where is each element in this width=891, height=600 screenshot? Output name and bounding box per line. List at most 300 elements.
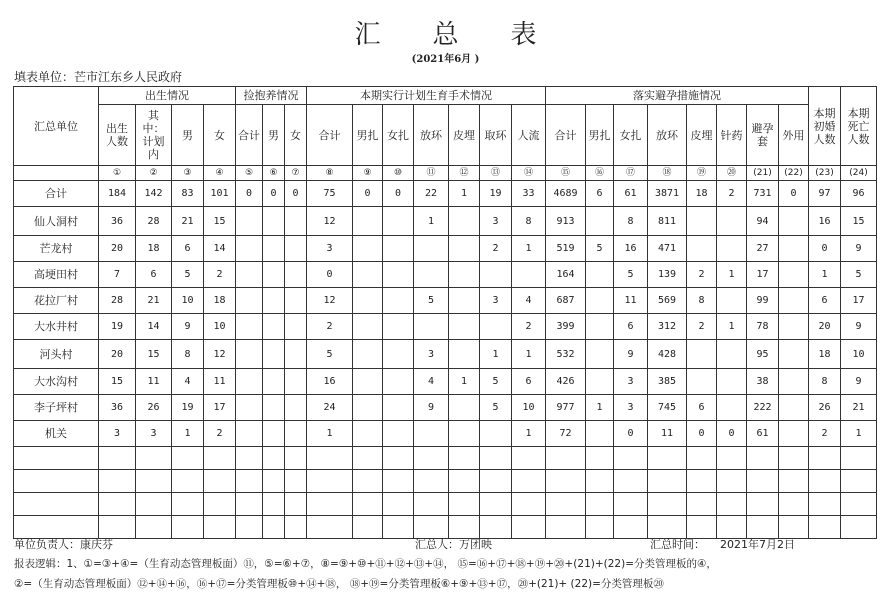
column-index: ⑥ xyxy=(263,166,285,181)
row-unit-name: 李子坪村 xyxy=(14,395,99,421)
table-cell xyxy=(285,340,307,369)
table-cell: 745 xyxy=(648,395,687,421)
table-cell: 18 xyxy=(687,181,717,207)
column-header-row xyxy=(14,105,877,166)
table-cell: 5 xyxy=(614,262,648,288)
table-cell: 75 xyxy=(307,181,353,207)
row-unit-name: 合计 xyxy=(14,181,99,207)
table-cell: 18 xyxy=(809,340,841,369)
table-cell xyxy=(285,421,307,447)
filling-unit: 填表单位：芒市江东乡人民政府 xyxy=(14,70,183,84)
table-cell xyxy=(586,262,614,288)
table-cell: 6 xyxy=(614,314,648,340)
empty-cell xyxy=(204,516,236,539)
empty-cell xyxy=(614,447,648,470)
page-title xyxy=(0,14,891,51)
column-header: 针药 xyxy=(717,105,747,166)
table-cell xyxy=(687,207,717,236)
table-cell xyxy=(236,395,263,421)
table-cell: 1 xyxy=(841,421,877,447)
empty-cell xyxy=(586,493,614,516)
table-cell: 36 xyxy=(99,395,136,421)
empty-cell xyxy=(14,470,99,493)
table-cell: 28 xyxy=(99,288,136,314)
table-cell: 16 xyxy=(809,207,841,236)
empty-cell xyxy=(285,493,307,516)
table-cell xyxy=(449,421,480,447)
column-header: 女扎 xyxy=(614,105,648,166)
empty-cell xyxy=(614,470,648,493)
table-cell xyxy=(236,340,263,369)
table-cell: 14 xyxy=(136,314,172,340)
empty-cell xyxy=(307,493,353,516)
table-cell xyxy=(586,340,614,369)
table-cell: 0 xyxy=(687,421,717,447)
column-index: ⑧ xyxy=(307,166,353,181)
table-cell xyxy=(285,288,307,314)
table-cell xyxy=(414,236,449,262)
table-cell: 22 xyxy=(414,181,449,207)
column-header: 放环 xyxy=(648,105,687,166)
table-cell: 0 xyxy=(285,181,307,207)
table-row xyxy=(14,340,877,369)
column-index: ⑰ xyxy=(614,166,648,181)
empty-cell xyxy=(546,493,586,516)
empty-cell xyxy=(512,493,546,516)
table-cell: 20 xyxy=(809,314,841,340)
table-cell xyxy=(236,262,263,288)
empty-cell xyxy=(353,447,383,470)
empty-cell xyxy=(307,470,353,493)
empty-cell xyxy=(648,470,687,493)
table-cell: 21 xyxy=(841,395,877,421)
table-cell xyxy=(353,207,383,236)
empty-cell xyxy=(717,470,747,493)
empty-cell xyxy=(449,470,480,493)
table-cell: 2 xyxy=(717,181,747,207)
empty-cell xyxy=(779,470,809,493)
table-cell: 1 xyxy=(512,236,546,262)
table-cell: 94 xyxy=(747,207,779,236)
table-cell xyxy=(383,421,414,447)
empty-cell xyxy=(307,447,353,470)
table-cell: 15 xyxy=(99,369,136,395)
empty-cell xyxy=(414,447,449,470)
column-index: ⑱ xyxy=(648,166,687,181)
table-cell: 21 xyxy=(136,288,172,314)
table-cell xyxy=(687,340,717,369)
empty-cell xyxy=(285,516,307,539)
table-cell: 1 xyxy=(449,369,480,395)
table-cell: 61 xyxy=(747,421,779,447)
table-cell: 5 xyxy=(172,262,204,288)
empty-cell xyxy=(14,493,99,516)
table-row xyxy=(14,288,877,314)
table-cell: 222 xyxy=(747,395,779,421)
header-adopt: 捡抱养情况 xyxy=(236,87,307,105)
table-cell: 5 xyxy=(307,340,353,369)
table-cell: 36 xyxy=(99,207,136,236)
table-cell: 101 xyxy=(204,181,236,207)
empty-cell xyxy=(747,493,779,516)
table-cell: 4 xyxy=(414,369,449,395)
column-header: 男扎 xyxy=(586,105,614,166)
table-cell: 0 xyxy=(353,181,383,207)
empty-cell xyxy=(512,470,546,493)
table-cell: 11 xyxy=(614,288,648,314)
column-index: ⑬ xyxy=(480,166,512,181)
empty-cell xyxy=(546,447,586,470)
summarizer: 汇总人：万团映 xyxy=(415,538,492,551)
column-index: ⑫ xyxy=(449,166,480,181)
table-row xyxy=(14,314,877,340)
header-unit: 汇总单位 xyxy=(14,87,99,166)
empty-cell xyxy=(383,493,414,516)
table-cell xyxy=(449,262,480,288)
table-cell: 0 xyxy=(809,236,841,262)
empty-cell xyxy=(236,516,263,539)
table-cell: 0 xyxy=(614,421,648,447)
table-cell xyxy=(449,207,480,236)
column-header: 女扎 xyxy=(383,105,414,166)
empty-cell xyxy=(136,516,172,539)
table-cell xyxy=(236,314,263,340)
table-cell xyxy=(263,207,285,236)
empty-cell xyxy=(383,516,414,539)
table-cell xyxy=(263,314,285,340)
empty-cell xyxy=(586,516,614,539)
table-cell: 428 xyxy=(648,340,687,369)
table-cell xyxy=(717,207,747,236)
table-cell: 0 xyxy=(717,421,747,447)
table-cell: 0 xyxy=(779,181,809,207)
column-index: ⑩ xyxy=(383,166,414,181)
column-header: 合计 xyxy=(236,105,263,166)
table-cell: 1 xyxy=(307,421,353,447)
table-cell: 1 xyxy=(449,181,480,207)
table-cell: 28 xyxy=(136,207,172,236)
table-cell xyxy=(687,236,717,262)
table-cell: 8 xyxy=(172,340,204,369)
table-cell xyxy=(414,262,449,288)
empty-cell xyxy=(841,470,877,493)
table-cell xyxy=(263,262,285,288)
column-index: ⑦ xyxy=(285,166,307,181)
table-cell: 519 xyxy=(546,236,586,262)
table-cell: 19 xyxy=(480,181,512,207)
empty-row xyxy=(14,447,877,470)
table-cell: 142 xyxy=(136,181,172,207)
table-cell: 8 xyxy=(614,207,648,236)
empty-cell xyxy=(172,470,204,493)
table-cell: 1 xyxy=(512,340,546,369)
title-char: 汇 xyxy=(354,20,381,50)
empty-cell xyxy=(779,447,809,470)
table-cell: 15 xyxy=(136,340,172,369)
table-cell: 17 xyxy=(841,288,877,314)
table-cell: 16 xyxy=(307,369,353,395)
table-cell: 1 xyxy=(414,207,449,236)
table-cell: 14 xyxy=(204,236,236,262)
column-index: ⑭ xyxy=(512,166,546,181)
table-cell: 399 xyxy=(546,314,586,340)
table-cell xyxy=(263,288,285,314)
table-cell: 9 xyxy=(614,340,648,369)
row-unit-name: 芒龙村 xyxy=(14,236,99,262)
group-header-row xyxy=(14,87,877,105)
table-cell: 2 xyxy=(687,262,717,288)
table-row xyxy=(14,421,877,447)
title-char: 表 xyxy=(510,20,537,50)
table-cell: 15 xyxy=(841,207,877,236)
table-cell: 977 xyxy=(546,395,586,421)
table-cell: 1 xyxy=(717,314,747,340)
table-cell: 18 xyxy=(136,236,172,262)
table-cell: 1 xyxy=(586,395,614,421)
column-index: ④ xyxy=(204,166,236,181)
table-cell: 2 xyxy=(307,314,353,340)
table-cell: 33 xyxy=(512,181,546,207)
table-cell xyxy=(779,236,809,262)
column-index: (22) xyxy=(779,166,809,181)
table-cell: 4 xyxy=(172,369,204,395)
table-cell: 12 xyxy=(307,207,353,236)
header-death: 本期死亡人数 xyxy=(841,87,877,166)
empty-cell xyxy=(236,493,263,516)
table-row xyxy=(14,181,877,207)
table-cell: 6 xyxy=(809,288,841,314)
empty-cell xyxy=(353,516,383,539)
column-header: 女 xyxy=(204,105,236,166)
empty-cell xyxy=(747,470,779,493)
table-cell xyxy=(236,236,263,262)
column-index: (24) xyxy=(841,166,877,181)
table-cell: 913 xyxy=(546,207,586,236)
table-cell: 96 xyxy=(841,181,877,207)
empty-cell xyxy=(480,493,512,516)
table-cell xyxy=(480,314,512,340)
table-cell xyxy=(586,207,614,236)
table-cell: 9 xyxy=(172,314,204,340)
table-cell xyxy=(263,395,285,421)
empty-cell xyxy=(648,447,687,470)
table-cell: 26 xyxy=(809,395,841,421)
table-cell xyxy=(353,395,383,421)
table-cell: 2 xyxy=(809,421,841,447)
table-cell xyxy=(717,236,747,262)
header-surgery: 本期实行计划生育手术情况 xyxy=(307,87,546,105)
table-cell: 11 xyxy=(136,369,172,395)
empty-cell xyxy=(449,493,480,516)
table-cell xyxy=(285,395,307,421)
column-header: 男 xyxy=(172,105,204,166)
column-index: ⑪ xyxy=(414,166,449,181)
empty-cell xyxy=(136,470,172,493)
table-cell xyxy=(353,340,383,369)
table-cell: 3 xyxy=(614,395,648,421)
empty-cell xyxy=(204,470,236,493)
table-cell: 2 xyxy=(687,314,717,340)
table-cell xyxy=(383,236,414,262)
empty-cell xyxy=(136,493,172,516)
empty-cell xyxy=(648,493,687,516)
table-cell: 6 xyxy=(512,369,546,395)
table-cell: 18 xyxy=(204,288,236,314)
table-cell: 8 xyxy=(809,369,841,395)
table-cell xyxy=(285,314,307,340)
table-cell xyxy=(586,288,614,314)
table-cell xyxy=(285,207,307,236)
table-cell: 20 xyxy=(99,340,136,369)
table-cell: 1 xyxy=(172,421,204,447)
table-cell: 6 xyxy=(136,262,172,288)
table-cell xyxy=(779,262,809,288)
table-cell xyxy=(236,288,263,314)
table-cell: 312 xyxy=(648,314,687,340)
table-cell xyxy=(449,340,480,369)
table-cell: 9 xyxy=(841,314,877,340)
table-cell xyxy=(353,421,383,447)
empty-row xyxy=(14,470,877,493)
table-cell: 1 xyxy=(512,421,546,447)
table-cell: 5 xyxy=(586,236,614,262)
table-cell xyxy=(353,288,383,314)
empty-cell xyxy=(747,447,779,470)
empty-cell xyxy=(512,447,546,470)
report-logic-line-1: 报表逻辑：1、①=③+④=（生育动态管理板面）⑪，⑤=⑥+⑦，⑧=⑨+⑩+⑪+⑫+⑬+⑭， ⑮=⑯+⑰+⑱+⑲+⑳+(21)+(22)=分类管理板的④， xyxy=(14,558,717,570)
table-cell: 471 xyxy=(648,236,687,262)
table-cell xyxy=(449,236,480,262)
table-cell: 24 xyxy=(307,395,353,421)
table-cell: 687 xyxy=(546,288,586,314)
table-cell: 3 xyxy=(99,421,136,447)
table-cell xyxy=(480,421,512,447)
table-cell: 26 xyxy=(136,395,172,421)
table-cell: 426 xyxy=(546,369,586,395)
empty-cell xyxy=(586,470,614,493)
column-header: 皮埋 xyxy=(449,105,480,166)
empty-cell xyxy=(687,493,717,516)
row-unit-name: 仙人洞村 xyxy=(14,207,99,236)
table-cell: 3 xyxy=(307,236,353,262)
column-index: (21) xyxy=(747,166,779,181)
table-cell: 72 xyxy=(546,421,586,447)
index-row xyxy=(14,166,877,181)
column-header: 避孕套 xyxy=(747,105,779,166)
empty-cell xyxy=(809,493,841,516)
table-cell xyxy=(779,314,809,340)
table-cell: 2 xyxy=(204,421,236,447)
table-cell: 731 xyxy=(747,181,779,207)
column-index: ② xyxy=(136,166,172,181)
empty-cell xyxy=(263,493,285,516)
table-cell xyxy=(449,314,480,340)
table-cell xyxy=(353,236,383,262)
report-logic-line-2: ②=（生育动态管理板面）⑫+⑭+⑯，⑯+⑰=分类管理板⑩+⑭+⑱， ⑱+⑲=分类管理板⑥+⑨+⑬+⑰，⑳+(21)+ (22)=分类管理板⑳ xyxy=(14,578,664,590)
table-cell: 12 xyxy=(204,340,236,369)
column-index: ⑳ xyxy=(717,166,747,181)
column-header: 出生人数 xyxy=(99,105,136,166)
column-index: ⑨ xyxy=(353,166,383,181)
table-cell: 15 xyxy=(204,207,236,236)
empty-cell xyxy=(414,493,449,516)
table-cell: 532 xyxy=(546,340,586,369)
empty-cell xyxy=(614,516,648,539)
empty-cell xyxy=(307,516,353,539)
table-cell xyxy=(717,395,747,421)
table-cell: 0 xyxy=(236,181,263,207)
table-cell: 27 xyxy=(747,236,779,262)
empty-cell xyxy=(99,493,136,516)
table-cell: 8 xyxy=(687,288,717,314)
table-cell xyxy=(285,262,307,288)
column-header: 合计 xyxy=(546,105,586,166)
table-cell: 1 xyxy=(809,262,841,288)
column-index: ① xyxy=(99,166,136,181)
table-cell xyxy=(285,236,307,262)
table-cell xyxy=(383,314,414,340)
table-cell: 139 xyxy=(648,262,687,288)
row-unit-name: 大水沟村 xyxy=(14,369,99,395)
empty-cell xyxy=(809,470,841,493)
table-cell: 385 xyxy=(648,369,687,395)
table-cell: 2 xyxy=(204,262,236,288)
table-cell: 3871 xyxy=(648,181,687,207)
empty-cell xyxy=(383,447,414,470)
table-cell: 6 xyxy=(586,181,614,207)
table-cell xyxy=(383,207,414,236)
table-cell: 38 xyxy=(747,369,779,395)
empty-cell xyxy=(687,447,717,470)
table-cell: 99 xyxy=(747,288,779,314)
empty-cell xyxy=(204,447,236,470)
table-cell: 21 xyxy=(172,207,204,236)
empty-cell xyxy=(172,447,204,470)
column-header: 女 xyxy=(285,105,307,166)
table-cell xyxy=(586,369,614,395)
empty-cell xyxy=(263,447,285,470)
table-cell: 97 xyxy=(809,181,841,207)
table-cell xyxy=(383,340,414,369)
table-cell xyxy=(353,314,383,340)
table-cell: 3 xyxy=(414,340,449,369)
table-cell: 3 xyxy=(480,288,512,314)
table-cell: 5 xyxy=(841,262,877,288)
table-cell: 2 xyxy=(512,314,546,340)
table-cell xyxy=(779,288,809,314)
table-cell xyxy=(263,369,285,395)
header-contraception: 落实避孕措施情况 xyxy=(546,87,809,105)
empty-cell xyxy=(414,470,449,493)
table-cell: 3 xyxy=(614,369,648,395)
table-cell xyxy=(779,395,809,421)
table-cell xyxy=(263,340,285,369)
table-cell: 1 xyxy=(717,262,747,288)
table-cell: 12 xyxy=(307,288,353,314)
empty-cell xyxy=(14,447,99,470)
table-cell xyxy=(586,421,614,447)
table-row xyxy=(14,207,877,236)
column-header: 皮埋 xyxy=(687,105,717,166)
row-unit-name: 高埂田村 xyxy=(14,262,99,288)
table-cell xyxy=(414,314,449,340)
column-header: 取环 xyxy=(480,105,512,166)
index-blank xyxy=(14,166,99,181)
empty-cell xyxy=(586,447,614,470)
table-cell xyxy=(779,421,809,447)
table-cell xyxy=(414,421,449,447)
table-cell xyxy=(717,340,747,369)
